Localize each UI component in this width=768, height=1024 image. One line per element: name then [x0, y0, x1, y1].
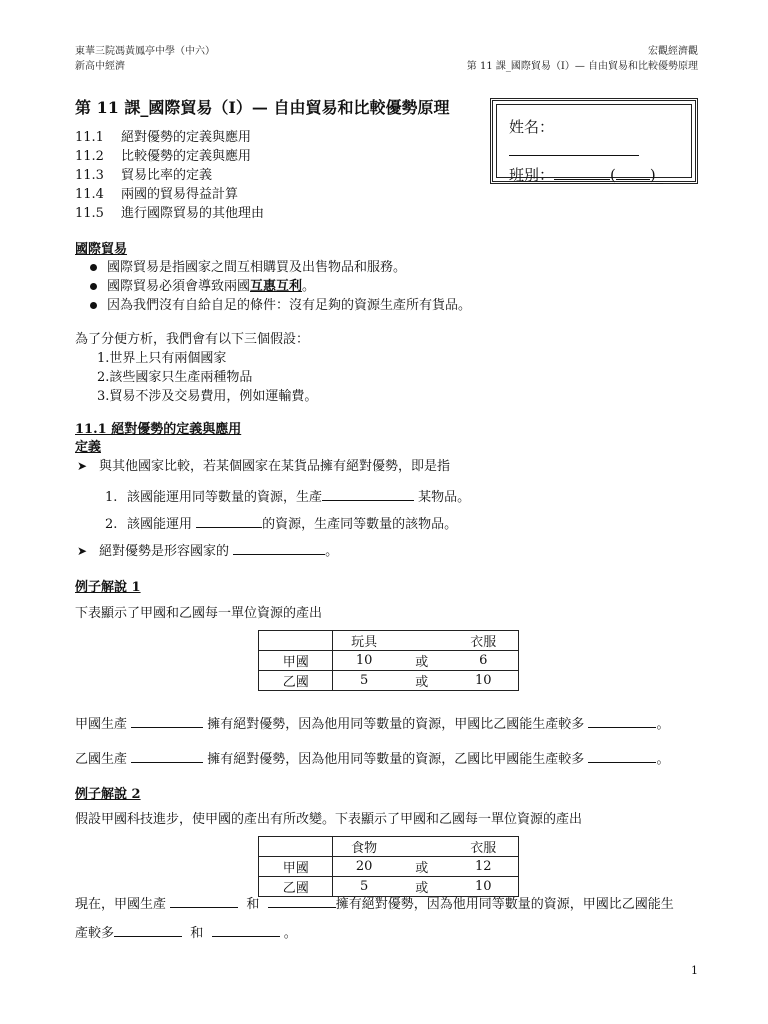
- list-item: 1.世界上只有兩個國家: [97, 351, 227, 366]
- arrow-icon: ➤: [77, 459, 88, 473]
- intl-trade-bullets: [90, 258, 710, 315]
- class-number-field[interactable]: [616, 165, 650, 180]
- page-title: 第 11 課_國際貿易（I）— 自由貿易和比較優勢原理: [75, 98, 450, 117]
- toc-item: 11.1 絕對優勢的定義與應用: [75, 130, 252, 145]
- toc-item: 11.5 進行國際貿易的其他理由: [75, 206, 265, 221]
- name-row: 姓名：: [509, 115, 679, 163]
- list-item: 因為我們沒有自給自足的條件：沒有足夠的資源生產所有貨品。: [90, 296, 710, 315]
- list-item: 國際貿易是指國家之間互相購買及出售物品和服務。: [90, 258, 710, 277]
- blank-field[interactable]: [233, 540, 325, 555]
- example-2-heading: 例子解說 2: [75, 787, 141, 802]
- name-field[interactable]: [509, 141, 639, 156]
- blank-field[interactable]: [212, 922, 280, 937]
- arrow-icon: ➤: [77, 544, 88, 558]
- example-1-intro: 下表顯示了甲國和乙國每一單位資源的產出: [75, 606, 323, 621]
- intl-trade-heading: 國際貿易: [75, 242, 128, 257]
- blank-field[interactable]: [268, 893, 336, 908]
- blank-field[interactable]: [131, 713, 203, 728]
- example-2-q2: 產較多 和 。: [75, 922, 297, 943]
- page-number: 1: [691, 964, 698, 977]
- definition-heading: 定義: [75, 440, 102, 455]
- header-school: 東華三院馮黃鳳亭中學（中六）: [75, 46, 215, 57]
- list-item: 2.該些國家只生產兩種物品: [97, 370, 253, 385]
- blank-field[interactable]: [170, 893, 238, 908]
- table-row: 乙國 5 或 10: [259, 877, 519, 897]
- section-111-heading: 11.1 絕對優勢的定義與應用: [75, 422, 242, 437]
- example-2-table: [258, 836, 519, 897]
- toc-item: 11.2 比較優勢的定義與應用: [75, 149, 252, 164]
- example-2-intro: 假設甲國科技進步，使甲國的產出有所改變。下表顯示了甲國和乙國每一單位資源的產出: [75, 812, 583, 827]
- definition-item-2: 2. 該國能運用 的資源，生產同等數量的該物品。: [105, 513, 457, 534]
- table-row: 甲國 10 或 6: [259, 651, 519, 671]
- blank-field[interactable]: [114, 922, 182, 937]
- list-item: 國際貿易必須會導致兩國互惠互利。: [90, 277, 710, 296]
- table-row: 甲國 20 或 12: [259, 857, 519, 877]
- example-2-q1: 現在，甲國生產 和 擁有絕對優勢，因為他用同等數量的資源，甲國比乙國能生: [75, 893, 674, 914]
- blank-field[interactable]: [588, 713, 656, 728]
- assumptions-intro: 為了分便方析，我們會有以下三個假設：: [75, 332, 310, 347]
- toc-item: 11.4 兩國的貿易得益計算: [75, 187, 239, 202]
- definition-item-1: 1. 該國能運用同等數量的資源，生產 某物品。: [105, 486, 470, 507]
- assumptions-list: [97, 349, 317, 406]
- table-row: 乙國 5 或 10: [259, 671, 519, 691]
- name-class-box: [490, 98, 698, 184]
- class-row: 班別： ( )_: [509, 166, 664, 184]
- header-right-sub: 第 11 課_國際貿易（I）— 自由貿易和比較優勢原理: [466, 61, 698, 72]
- table-row: 食物 衣服: [259, 837, 519, 857]
- blank-field[interactable]: [196, 513, 262, 528]
- blank-field[interactable]: [322, 486, 414, 501]
- blank-field[interactable]: [131, 748, 203, 763]
- blank-field[interactable]: [588, 748, 656, 763]
- absolute-advantage-text: ➤ 絕對優勢是形容國家的 。: [77, 540, 338, 561]
- header-subject: 新高中經濟: [75, 61, 125, 72]
- toc-item: 11.3 貿易比率的定義: [75, 168, 213, 183]
- header-right-top: 宏觀經濟觀: [648, 46, 698, 57]
- definition-text: ➤ 與其他國家比較，若某個國家在某貨品擁有絕對優勢，即是指: [77, 459, 451, 474]
- example-1-heading: 例子解說 1: [75, 580, 141, 595]
- list-item: 3.貿易不涉及交易費用，例如運輸費。: [97, 389, 318, 404]
- example-1-table: [258, 630, 519, 691]
- toc: [75, 128, 455, 223]
- example-1-q1: 甲國生產 擁有絕對優勢，因為他用同等數量的資源，甲國比乙國能生產較多 。: [75, 713, 669, 734]
- class-field[interactable]: [554, 165, 610, 180]
- example-1-q2: 乙國生產 擁有絕對優勢，因為他用同等數量的資源，乙國比甲國能生產較多 。: [75, 748, 669, 769]
- table-row: 玩具 衣服: [259, 631, 519, 651]
